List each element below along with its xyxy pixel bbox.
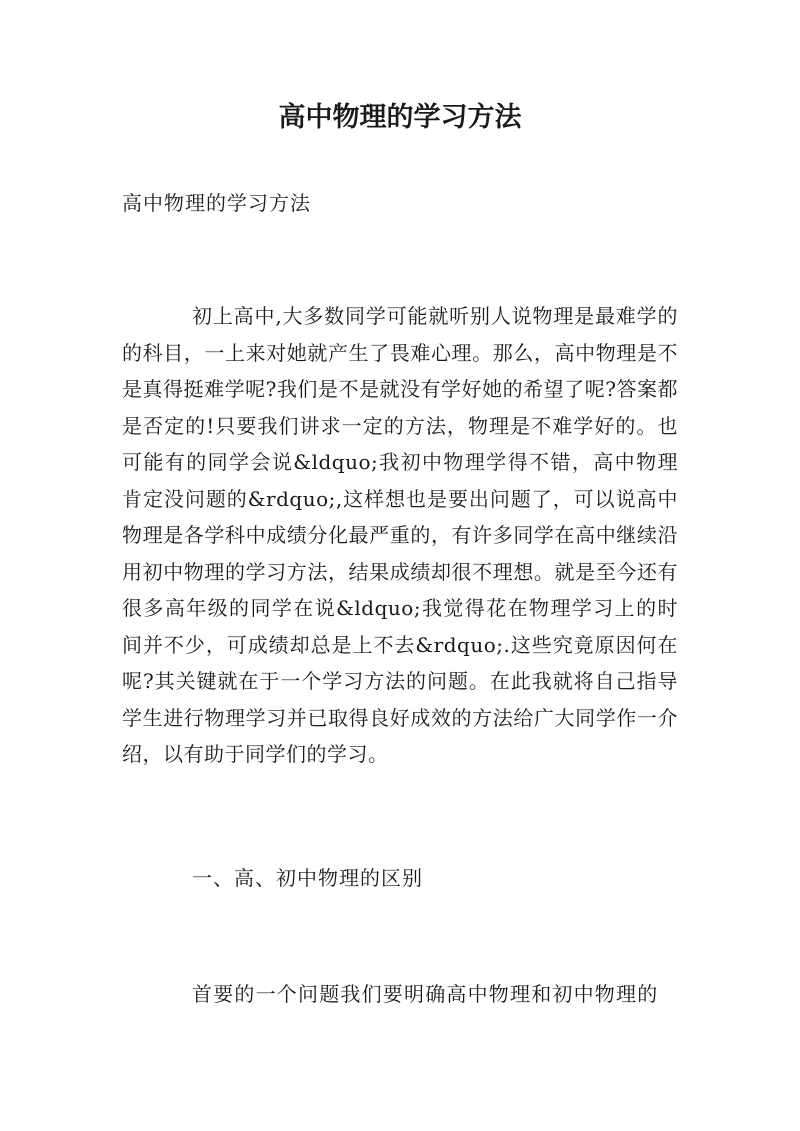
intro-paragraph: 初上高中,大多数同学可能就听别人说物理是最难学的的科目，一上来对她就产生了畏难心理。那么，高中物理是不是真得挺难学呢?我们是不是就没有学好她的希望了呢?答案都是否定的!只要我们讲求一定的方法，物理是不难学好的。也可能有的同学会说&ldquo;我初中物理学得不错，高中物理肯定没问题的&rdquo;,这样想也是要出问题了，可以说高中物理是各学科中成绩分化最严重的，有许多同学在高中继续沿用初中物理的学习方法，结果成绩却很不理想。就是至今还有很多高年级的同学在说&ldquo;我觉得花在物理学习上的时间并不少，可成绩却总是上不去&rdquo;.这些究竟原因何在呢?其关键就在于一个学习方法的问题。在此我就将自己指导学生进行物理学习并已取得良好成效的方法给广大同学作一介绍，以有助于同学们的学习。 <box>122 304 678 766</box>
document-title: 高中物理的学习方法 <box>278 102 522 133</box>
section-heading: 一、高、初中物理的区别 <box>192 866 423 890</box>
section-paragraph: 首要的一个问题我们要明确高中物理和初中物理的 <box>192 982 659 1006</box>
document-subtitle: 高中物理的学习方法 <box>122 191 311 215</box>
